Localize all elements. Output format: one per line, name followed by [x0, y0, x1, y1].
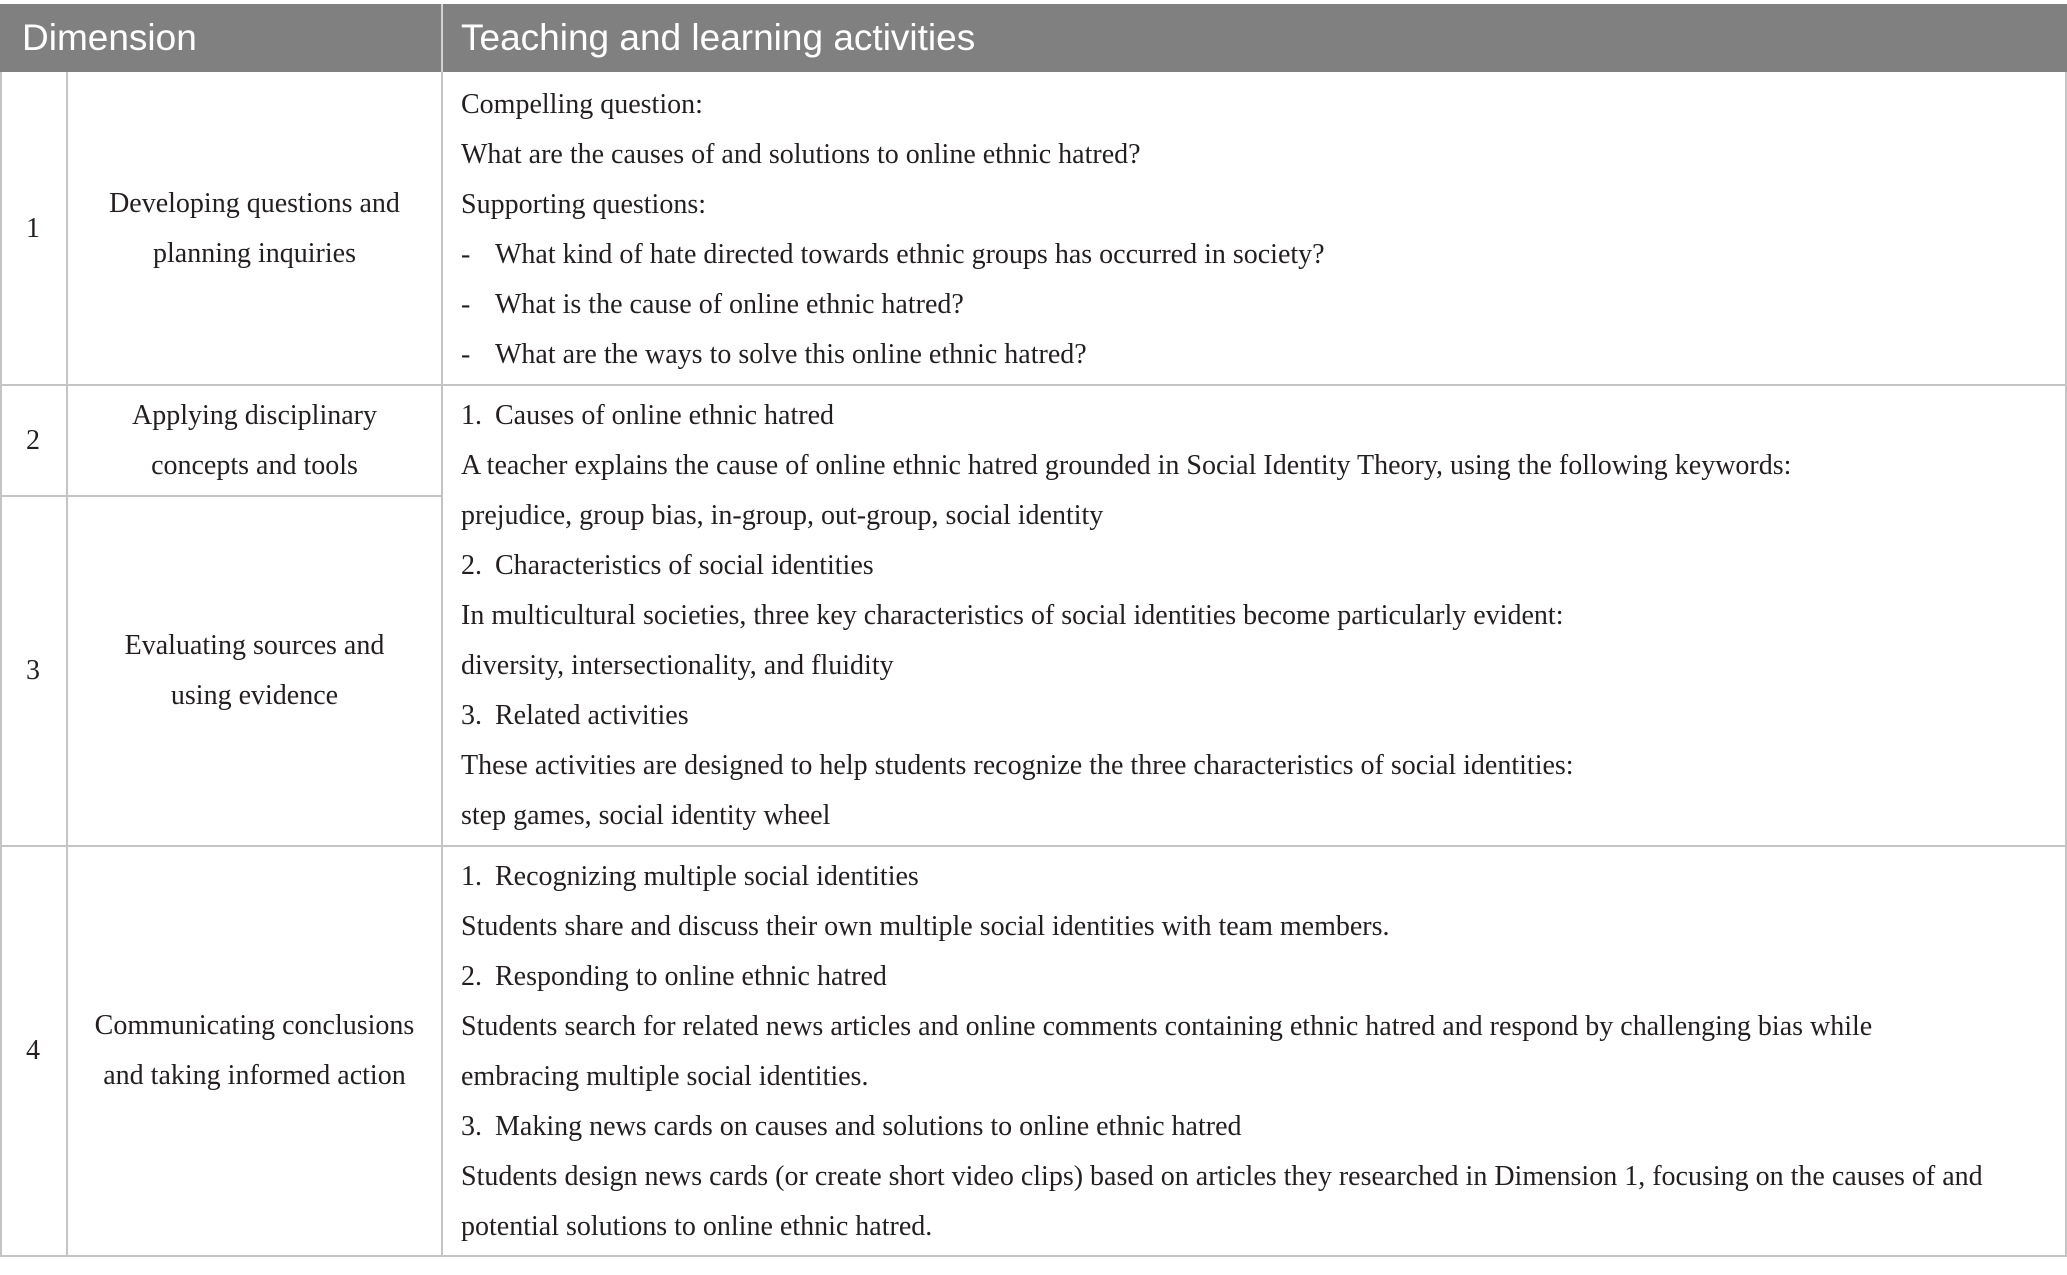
bullet-marker: -: [461, 339, 471, 370]
row-4-line-3: 2. Responding to online ethnic hatred: [461, 961, 887, 992]
row-4-dimension-line2: and taking informed action: [103, 1060, 406, 1091]
number-marker: 3.: [461, 1111, 482, 1142]
row-2-dimension: [68, 385, 441, 496]
row-1-dimension-line1: Developing questions and: [109, 187, 400, 219]
row-divider-3: [0, 845, 2067, 847]
row-4-line-2: Students share and discuss their own multiple social identities with team members.: [461, 911, 1390, 942]
merged-line-9: step games, social identity wheel: [461, 800, 831, 831]
row-3-dimension: [68, 496, 441, 846]
number-marker: 3.: [461, 700, 482, 731]
row-1-number: 1: [26, 212, 40, 244]
row-3-dimension-line1: Evaluating sources and: [124, 630, 385, 661]
row-3-dimension-line2: using evidence: [170, 680, 339, 711]
row-1-line-3: Supporting questions:: [461, 189, 707, 220]
merged-line-2: A teacher explains the cause of online ethnic hatred grounded in Social Identity Theory, using the following keywords:: [461, 450, 1792, 481]
row-4-line-6: 3. Making news cards on causes and solutions to online ethnic hatred: [461, 1111, 1242, 1142]
row-1-dimension-line2: planning inquiries: [153, 237, 356, 269]
border-left: [0, 72, 2, 1257]
header-dimension: Dimension: [0, 4, 441, 72]
row-4-line-5: embracing multiple social identities.: [461, 1061, 869, 1092]
bullet-marker: -: [461, 289, 471, 320]
header-divider: [441, 4, 443, 72]
number-marker: 2.: [461, 961, 482, 992]
row-4-line-7: Students design news cards (or create short video clips) based on articles they researched in Dimension 1, focusing on the causes of and: [461, 1161, 1983, 1192]
merged-line-7: 3. Related activities: [461, 700, 689, 731]
row-4-number: 4: [26, 1035, 40, 1066]
row-4-line-1: 1. Recognizing multiple social identities: [461, 861, 919, 892]
row-4-dimension: [68, 846, 441, 1256]
row-2-dimension-line2: concepts and tools: [151, 449, 358, 481]
row-4-line-8: potential solutions to online ethnic hatred.: [461, 1211, 933, 1242]
merged-line-5: In multicultural societies, three key characteristics of social identities become particularly evident:: [461, 600, 1564, 631]
row-1-line-2: What are the causes of and solutions to online ethnic hatred?: [461, 139, 1141, 170]
row-2-dimension-line1: Applying disciplinary: [132, 399, 377, 431]
number-marker: 1.: [461, 861, 482, 892]
row-1-line-4: - What kind of hate directed towards ethnic groups has occurred in society?: [461, 239, 1325, 270]
row-divider-1: [0, 384, 2067, 386]
row-1-dimension: [68, 72, 441, 385]
merged-line-4: 2. Characteristics of social identities: [461, 550, 874, 581]
row-1-line-1: Compelling question:: [461, 89, 703, 120]
merged-line-1: 1. Causes of online ethnic hatred: [461, 400, 835, 431]
number-marker: 1.: [461, 400, 482, 431]
row-3-number: 3: [26, 655, 40, 686]
number-marker: 2.: [461, 550, 482, 581]
border-bottom: [0, 1255, 2067, 1257]
merged-line-8: These activities are designed to help students recognize the three characteristics of social identities:: [461, 750, 1574, 781]
row-1-line-6: - What are the ways to solve this online ethnic hatred?: [461, 339, 1087, 370]
header-activities: Teaching and learning activities: [443, 4, 2067, 72]
divider-number-col: [66, 72, 68, 1257]
row-4-line-4: Students search for related news articles and online comments containing ethnic hatred and respond by challenging bias while: [461, 1011, 1873, 1042]
row-divider-2: [0, 495, 442, 497]
divider-dimension-col: [441, 72, 443, 1257]
row-4-dimension-line1: Communicating conclusions: [94, 1010, 415, 1041]
bullet-marker: -: [461, 239, 471, 270]
row-2-number: 2: [26, 424, 40, 456]
merged-line-6: diversity, intersectionality, and fluidity: [461, 650, 894, 681]
merged-line-3: prejudice, group bias, in-group, out-group, social identity: [461, 500, 1104, 531]
row-1-line-5: - What is the cause of online ethnic hatred?: [461, 289, 964, 320]
